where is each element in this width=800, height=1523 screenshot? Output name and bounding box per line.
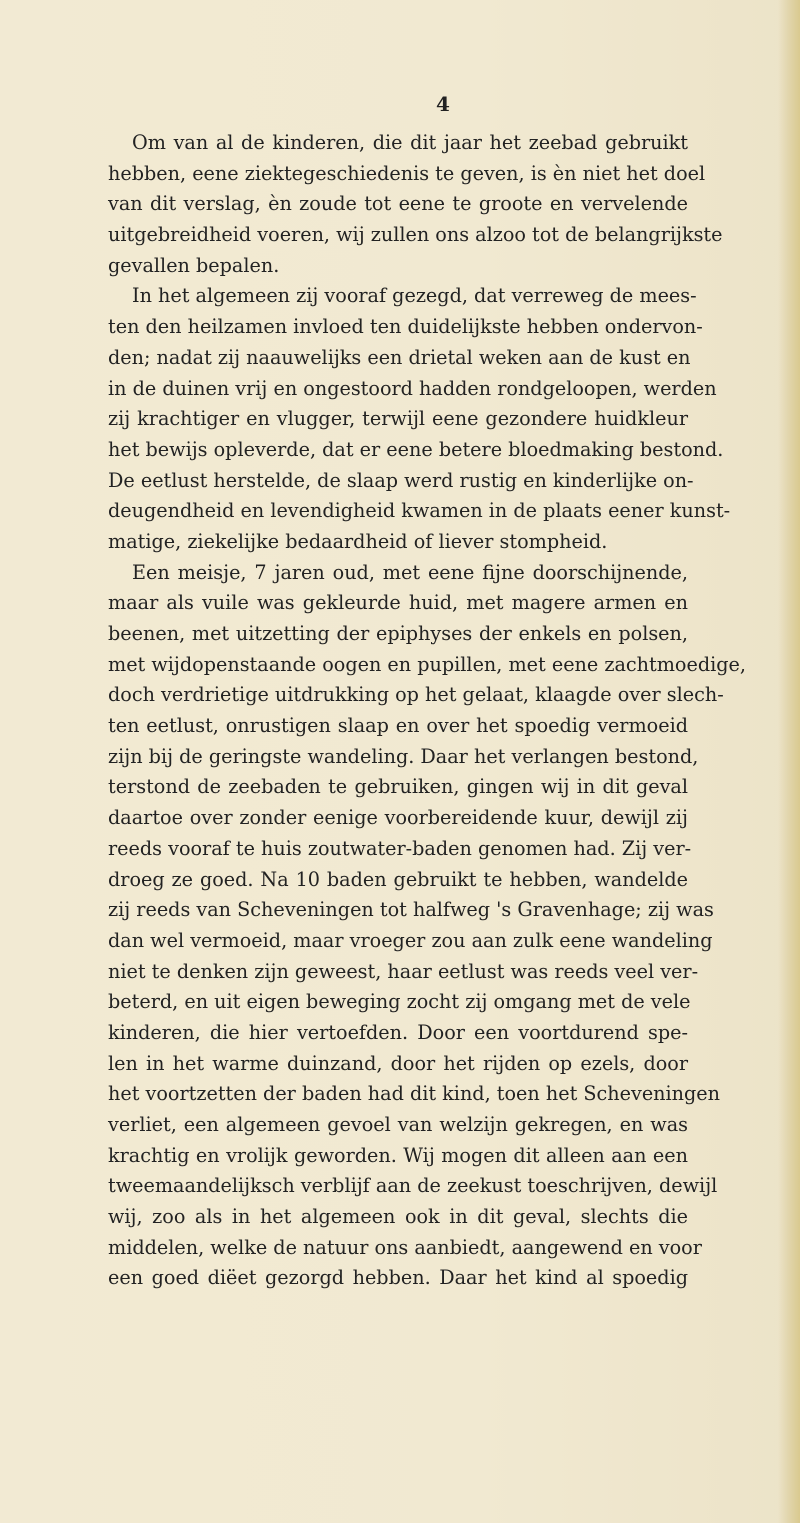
body-text [108,128,746,1294]
text-line: matige, ziekelijke bedaardheid of liever stompheid. [108,529,608,553]
text-line: Een meisje, 7 jaren oud, met eene fijne doorschijnende, [132,560,688,584]
text-line: maar als vuile was gekleurde huid, met magere armen en [108,591,688,615]
text-line: zij krachtiger en vlugger, terwijl eene gezondere huidkleur [108,407,688,431]
text-line: ten eetlust, onrustigen slaap en over het spoedig vermoeid [108,714,688,738]
text-line: beenen, met uitzetting der epiphyses der enkels en polsen, [108,622,688,645]
text-line: middelen, welke de natuur ons aanbiedt, aangewend en voor [108,1235,702,1259]
text-line: met wijdopenstaande oogen en pupillen, met eene zachtmoedige, [108,652,746,676]
text-line: den; nadat zij naauwelijks een drietal weken aan de kust en [108,345,691,369]
text-line: terstond de zeebaden te gebruiken, gingen wij in dit geval [108,775,688,799]
text-line: doch verdrietige uitdrukking op het gelaat, klaagde over slech- [108,683,724,707]
text-line: in de duinen vrij en ongestoord hadden rondgeloopen, werden [108,376,717,400]
text-line: droeg ze goed. Na 10 baden gebruikt te hebben, wandelde [108,867,688,891]
text-line: uitgebreidheid voeren, wij zullen ons alzoo tot de belangrijkste [108,223,723,247]
text-line: hebben, eene ziektegeschiedenis te geven, is èn niet het doel [108,161,706,185]
text-line: niet te denken zijn geweest, haar eetlust was reeds veel ver- [108,959,699,983]
text-line: kinderen, die hier vertoefden. Door een voortdurend spe- [108,1020,688,1044]
text-line: In het algemeen zij vooraf gezegd, dat verreweg de mees- [132,284,697,308]
text-line: gevallen bepalen. [108,253,280,277]
text-line: verliet, een algemeen gevoel van welzijn gekregen, en was [108,1113,688,1136]
text-line: het voortzetten der baden had dit kind, toen het Scheveningen [108,1082,721,1106]
text-line: krachtig en vrolijk geworden. Wij mogen dit alleen aan een [108,1143,688,1167]
page-edge-shadow [778,0,800,1523]
text-line: len in het warme duinzand, door het rijden op ezels, door [108,1051,688,1075]
text-line: dan wel vermoeid, maar vroeger zou aan zulk eene wandeling [108,928,713,952]
paragraph [108,281,731,557]
text-line: zijn bij de geringste wandeling. Daar het verlangen bestond, [108,744,699,768]
text-line: het bewijs opleverde, dat er eene betere bloedmaking bestond. [108,437,724,461]
text-line: De eetlust herstelde, de slaap werd rustig en kinderlijke on- [108,468,694,492]
text-line: wij, zoo als in het algemeen ook in dit geval, slechts die [108,1205,688,1229]
text-line: zij reeds van Scheveningen tot halfweg 's Gravenhage; zij was [108,898,714,922]
text-line: een goed diëet gezorgd hebben. Daar het kind al spoedig [108,1266,688,1290]
page-number: 4 [436,92,450,116]
paragraph [108,128,723,281]
text-line: ten den heilzamen invloed ten duidelijkste hebben ondervon- [108,315,703,339]
text-line: reeds vooraf te huis zoutwater-baden genomen had. Zij ver- [108,836,692,860]
text-line: Om van al de kinderen, die dit jaar het zeebad gebruikt [132,131,688,154]
text-line: beterd, en uit eigen beweging zocht zij omgang met de vele [108,990,691,1014]
text-line: van dit verslag, èn zoude tot eene te groote en vervelende [108,192,688,216]
paragraph [108,558,746,1295]
text-line: tweemaandelijksch verblijf aan de zeekust toeschrijven, dewijl [108,1174,718,1198]
text-line: daartoe over zonder eenige voorbereidende kuur, dewijl zij [108,806,688,830]
text-line: deugendheid en levendigheid kwamen in de plaats eener kunst- [108,499,731,523]
